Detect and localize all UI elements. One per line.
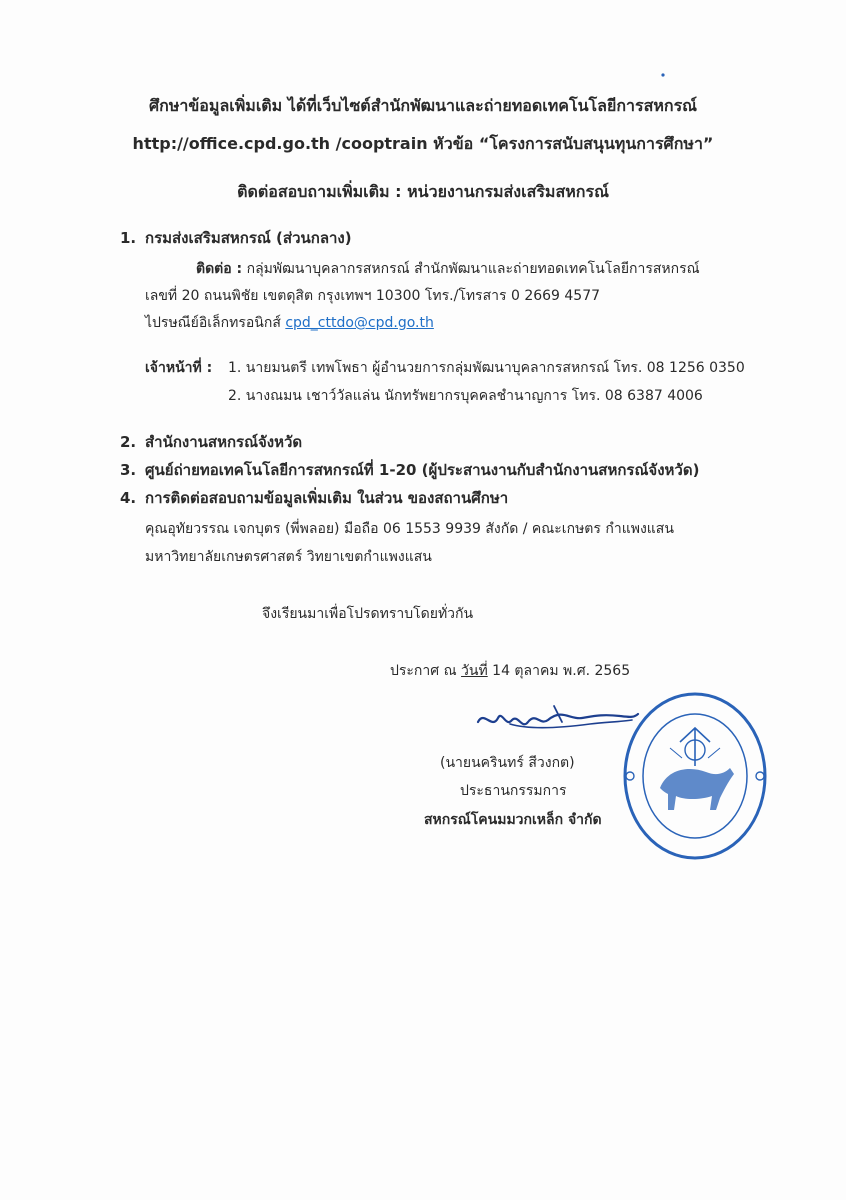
announce-date — [390, 663, 630, 680]
staff-label: เจ้าหน้าที่ : — [145, 360, 213, 376]
section-3-number: 3. — [120, 461, 137, 479]
announce-date-rest: 14 ตุลาคม พ.ศ. 2565 — [487, 663, 631, 679]
contact-label: ติดต่อ : — [196, 261, 243, 277]
signatory-position: ประธานกรรมการ — [460, 783, 567, 799]
staff-item-1: 1. นายมนตรี เทพโพธา ผู้อำนวยการกลุ่มพัฒนาบุคลากรสหกรณ์ โทร. 08 1256 0350 — [228, 360, 745, 376]
announce-prefix: ประกาศ ณ — [390, 663, 462, 679]
announce-date-word: วันที่ — [461, 663, 488, 679]
email-link[interactable]: cpd_cttdo@cpd.go.th — [285, 315, 434, 331]
section-1-title: กรมส่งเสริมสหกรณ์ (ส่วนกลาง) — [145, 229, 352, 247]
header-line-2: http://office.cpd.go.th /cooptrain หัวข้อ “โครงการสนับสนุนทุนการศึกษา” — [132, 134, 714, 153]
section-1-address: เลขที่ 20 ถนนพิชัย เขตดุสิต กรุงเทพฯ 10300 โทร./โทรสาร 0 2669 4577 — [145, 288, 601, 304]
section-4-line-2: มหาวิทยาลัยเกษตรศาสตร์ วิทยาเขตกำแพงแสน — [145, 549, 432, 565]
contact-heading: ติดต่อสอบถามเพิ่มเติม : หน่วยงานกรมส่งเสริมสหกรณ์ — [237, 182, 609, 201]
signature-scribble-icon — [470, 700, 640, 748]
signatory-organization: สหกรณ์โคนมมวกเหล็ก จำกัด — [424, 812, 602, 828]
contact-text: กลุ่มพัฒนาบุคลากรสหกรณ์ สำนักพัฒนาและถ่ายทอดเทคโนโลยีการสหกรณ์ — [246, 261, 700, 277]
section-3-title: ศูนย์ถ่ายทอเทคโนโลยีการสหกรณ์ที่ 1-20 (ผู้ประสานงานกับสำนักงานสหกรณ์จังหวัด) — [145, 461, 700, 479]
signatory-name: (นายนครินทร์ สีวงกต) — [440, 755, 575, 771]
section-1-contact — [196, 261, 700, 278]
closing-text: จึงเรียนมาเพื่อโปรดทราบโดยทั่วกัน — [262, 606, 474, 622]
section-2-number: 2. — [120, 433, 137, 451]
header-line-1: ศึกษาข้อมูลเพิ่มเติม ได้ที่เว็บไซต์สำนักพัฒนาและถ่ายทอดเทคโนโลยีการสหกรณ์ — [148, 96, 698, 115]
section-2-title: สำนักงานสหกรณ์จังหวัด — [145, 433, 303, 451]
section-1-email-row — [145, 315, 434, 332]
section-4-line-1: คุณอุทัยวรรณ เจกบุตร (พี่พลอย) มือถือ 06 1553 9939 สังกัด / คณะเกษตร กำแพงแสน — [145, 521, 674, 537]
section-4-number: 4. — [120, 489, 137, 507]
section-4-title: การติดต่อสอบถามข้อมูลเพิ่มเติม ในส่วน ของสถานศึกษา — [145, 489, 509, 507]
official-seal-icon — [620, 688, 770, 863]
section-1-number: 1. — [120, 229, 137, 247]
ink-speck-icon — [660, 72, 666, 78]
email-label: ไปรษณีย์อิเล็กทรอนิกส์ — [145, 315, 281, 331]
staff-item-2: 2. นางณมน เชาว์วัลแล่น นักทรัพยากรบุคคลชำนาญการ โทร. 08 6387 4006 — [228, 388, 703, 404]
